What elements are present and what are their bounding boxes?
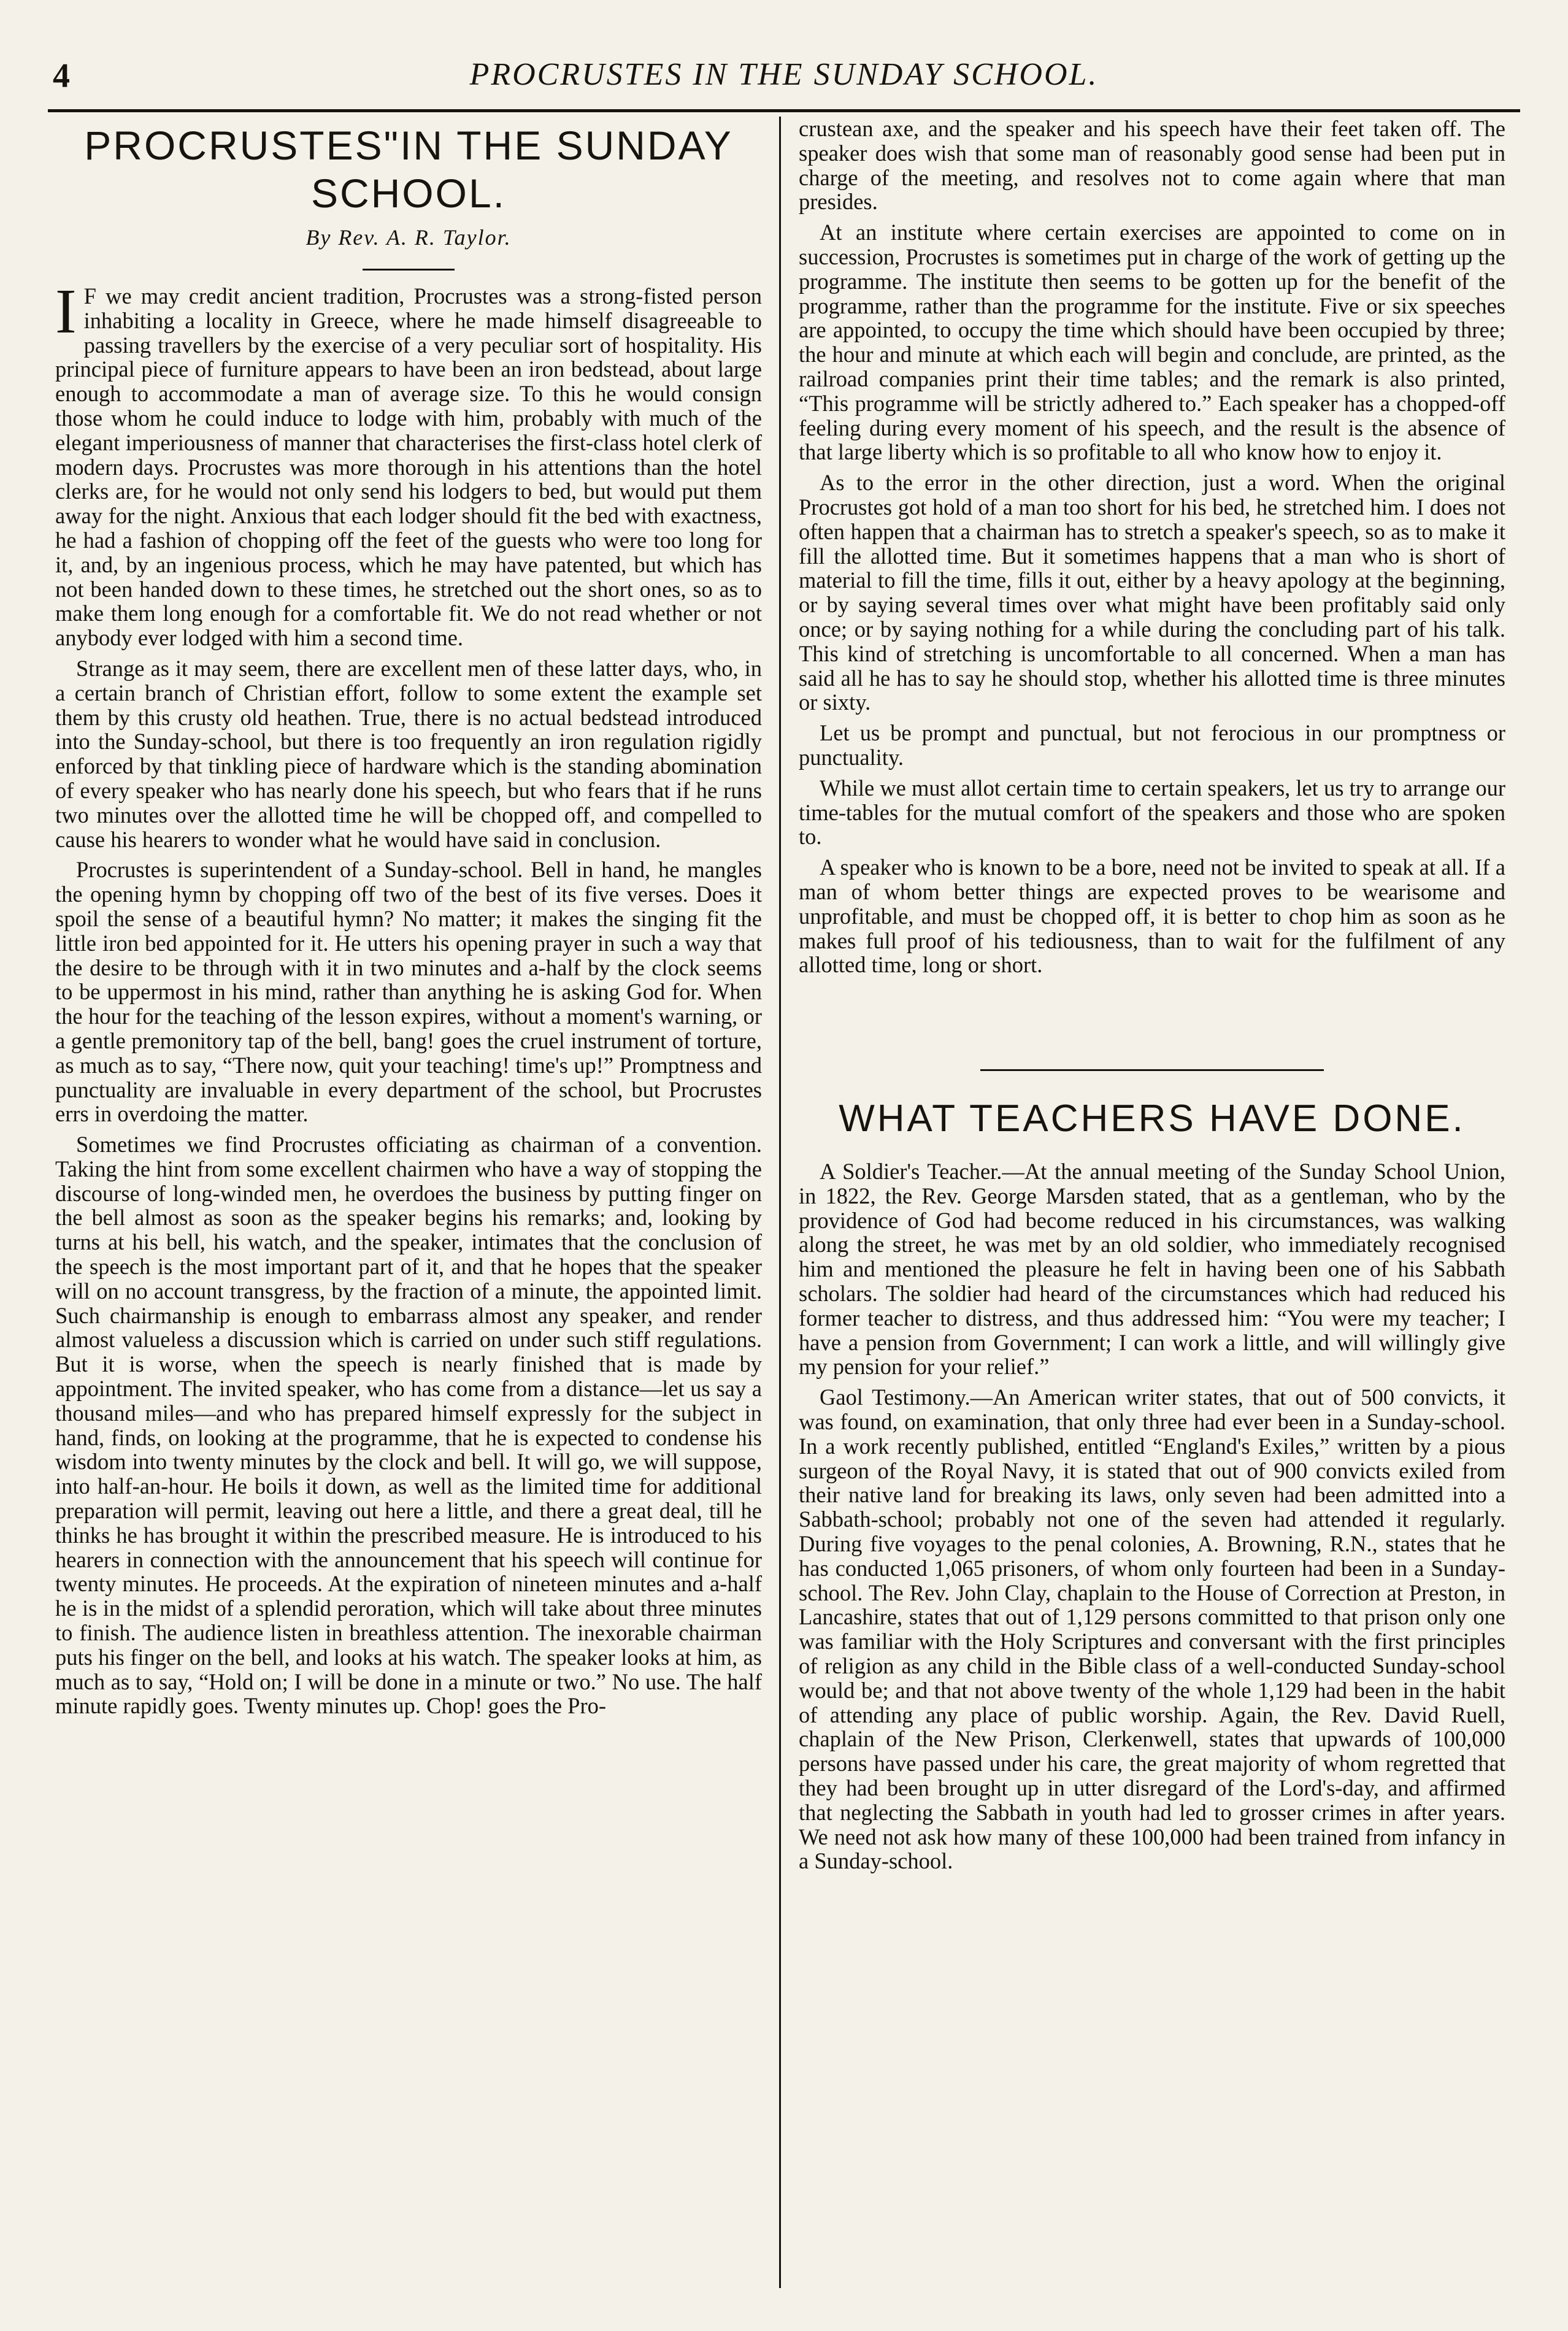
article-paragraph: Procrustes is superintendent of a Sunday-school. Bell in hand, he mangles the opening hymn by chopping off two of the best of its five verses. Does it spoil the sense of a beautiful hymn? No matter; it makes the singing fit the little iron bed appointed for it. He utters his opening prayer in such a way that the desire to be through with it in two minutes and a-half by the clock seems to be uppermost in his mind, rather than anything he is asking God for. When the hour for the teaching of the lesson expires, without a moment's warning, or a gentle premonitory tap of the bell, bang! goes the cruel instrument of torture, as much as to say, “There now, quit your teaching! time's up!” Promptness and punctuality are invaluable in every department of the school, but Procrustes errs in overdoing the matter.: [55, 857, 762, 1127]
article-paragraph: While we must allot certain time to certain speakers, let us try to arrange our time-tables for the mutual comfort of the speakers and those who are spoken to.: [799, 775, 1505, 850]
left-column: [55, 117, 762, 1724]
article-paragraph: Strange as it may seem, there are excellent men of these latter days, who, in a certain branch of Christian effort, follow to some extent the example set them by this crusty old heathen. True, there is no actual bedstead introduced into the Sunday-school, but there is too frequently an iron regulation rigidly enforced by that tinkling piece of hardware which is the standing abomination of every speaker who has nearly done his speech, but who fears that if he runs two minutes over the allotted time he will be chopped off, and compelled to cause his hearers to wonder what he would have said in conclusion.: [55, 655, 762, 852]
title-rule: [363, 269, 455, 271]
running-title: PROCRUSTES IN THE SUNDAY SCHOOL.: [469, 57, 1099, 92]
running-head: [53, 56, 1515, 106]
byline: By Rev. A. R. Taylor.: [306, 225, 512, 250]
paragraph-text: F we may credit ancient tradition, Procrustes was a strong-fisted person inhabiting a locality in Greece, where he made himself disagreeable to passing travellers by the exercise of a very peculiar sort of hospitality. His principal piece of furniture appears to have been an iron bedstead, about large enough to accommodate a man of average size. To this he would consign those whom he could induce to lodge with him, probably with much of the elegant imperiousness of manner that characterises the first-class hotel clerk of modern days. Procrustes was more thorough in his attentions than the hotel clerks are, for he would not only send his lodgers to bed, but would put them away for the night. Anxious that each lodger should fit the bed with exactness, he had a fashion of chopping off the feet of the guests who were too long for it, and, by an ingenious process, which he may have patented, but which has not been handed down to these times, he stretched out the short ones, so as to make them long enough for a comfortable fit. We do not read whether or not anybody ever lodged with him a second time.: [55, 283, 762, 651]
page-number: 4: [53, 57, 70, 95]
right-column: [799, 117, 1505, 1880]
column-divider: [779, 117, 781, 2288]
article-paragraph: Let us be prompt and punctual, but not ferocious in our promptness or punctuality.: [799, 720, 1505, 770]
article-paragraph: A Soldier's Teacher.—At the annual meeting of the Sunday School Union, in 1822, the Rev. George Marsden stated, that as a gentleman, who by the providence of God had become reduced in his circumstances, was walking along the street, he was met by an old soldier, who immediately recognised him and mentioned the pleasure he felt in having been one of his Sabbath scholars. The soldier had heard of the circumstances which had reduced his former teacher to distress, and thus addressed him: “You were my teacher; I have a pension from Government; I can work a little, and will willingly give my pension for your relief.”: [799, 1159, 1505, 1380]
article-paragraph: [55, 276, 762, 651]
article-paragraph: A speaker who is known to be a bore, need not be invited to speak at all. If a man of whom better things are expected proves to be wearisome and unprofitable, and must be chopped off, it is better to chop him as soon as he makes full proof of his tediousness, than to wait for the fulfilment of any allotted time, long or short.: [799, 854, 1505, 978]
section-rule: [980, 1069, 1324, 1071]
section-title: WHAT TEACHERS HAVE DONE.: [839, 1097, 1466, 1140]
article-title: PROCRUSTES"IN THE SUNDAY SCHOOL.: [84, 123, 733, 216]
article-paragraph: As to the error in the other direction, just a word. When the original Procrustes got hold of a man too short for his bed, he stretched him. I does not often happen that a chairman has to stretch a speaker's speech, so as to make it fill the allotted time. But it sometimes happens that a man who is short of material to fill the time, fills it out, either by a heavy apology at the beginning, or by saying several times over what might have been profitably said only once; or by saying nothing for a while during the concluding part of his talk. This kind of stretching is uncomfortable to all concerned. When a man has said all he has to say he should stop, whether his allotted time is three minutes or sixty.: [799, 470, 1505, 715]
article-paragraph: At an institute where certain exercises are appointed to come on in succession, Procrustes is sometimes put in charge of the work of getting up the programme. The institute then seems to be gotten up for the benefit of the programme, rather than the programme for the institute. Five or six speeches are appointed, to occupy the time which should have been occupied by three; the hour and minute at which each will begin and conclude, are printed, as the railroad companies print their time tables; and the remark is also printed, “This programme will be strictly adhered to.” Each speaker has a chopped-off feeling during every moment of his speech, and the result is the absence of that large liberty which is so profitable to all who know how to enjoy it.: [799, 220, 1505, 465]
article-paragraph: Gaol Testimony.—An American writer states, that out of 500 convicts, it was found, on examination, that only three had ever been in a Sunday-school. In a work recently published, entitled “England's Exiles,” written by a pious surgeon of the Royal Navy, it is stated that out of 900 convicts exiled from their native land for breaking its laws, only seven had been admitted into a Sabbath-school; probably not one of the seven had attended it regularly. During five voyages to the penal colonies, A. Browning, R.N., states that he has conducted 1,065 prisoners, of whom only fourteen had been in a Sunday-school. The Rev. John Clay, chaplain to the House of Correction at Preston, in Lancashire, states that out of 1,129 persons committed to that prison only one was familiar with the Holy Scriptures and conversant with the first principles of religion as any child in the Bible class of a well-conducted Sunday-school would be; and that not above twenty of the whole 1,129 had been in the habit of attending any place of public worship. Again, the Rev. David Ruell, chaplain of the New Prison, Clerkenwell, states that upwards of 100,000 persons have passed under his care, the great majority of whom regretted that they had been brought up in utter disregard of the Lord's-day, and affirmed that neglecting the Sabbath in youth had led to grosser crimes in after years. We need not ask how many of these 100,000 had been trained from infancy in a Sunday-school.: [799, 1384, 1505, 1874]
header-rule: [48, 109, 1520, 112]
article-paragraph: Sometimes we find Procrustes officiating as chairman of a convention. Taking the hint from some excellent chairmen who have a way of stopping the discourse of long-winded men, he overdoes the business by putting finger on the bell almost as soon as the speaker begins his remarks; and, looking by turns at his bell, his watch, and the speaker, intimates that the conclusion of the speech is the most important part of it, and that he hopes that the speaker will on no account transgress, by the fraction of a minute, the appointed limit. Such chairmanship is enough to embarrass almost any speaker, and render almost valueless a discussion which is carried on under such stiff regulations. But it is worse, when the speech is nearly finished that is made by appointment. The invited speaker, who has come from a distance—let us say a thousand miles—and who has prepared himself expressly for the subject in hand, finds, on looking at the programme, that he is expected to condense his wisdom into twenty minutes by the clock and bell. It will go, we will suppose, into half-an-hour. He boils it down, as well as the limited time for additional preparation will permit, leaving out here a little, and there a great deal, till he thinks he has brought it within the prescribed measure. He is introduced to his hearers in connection with the announcement that his speech will continue for twenty minutes. He proceeds. At the expiration of nineteen minutes and a-half he is in the midst of a splendid peroration, which will take about three minutes to finish. The audience listen in breathless attention. The inexorable chairman puts his finger on the bell, and looks at his watch. The speaker looks at him, as much as to say, “Hold on; I will be done in a minute or two.” No use. The half minute rapidly goes. Twenty minutes up. Chop! goes the Pro-: [55, 1132, 762, 1719]
article-paragraph-continued: crustean axe, and the speaker and his speech have their feet taken off. The speaker does wish that some man of reasonably good sense had been put in charge of the meeting, and resolves not to come again where that man presides.: [799, 116, 1505, 215]
drop-cap: I: [55, 276, 77, 347]
